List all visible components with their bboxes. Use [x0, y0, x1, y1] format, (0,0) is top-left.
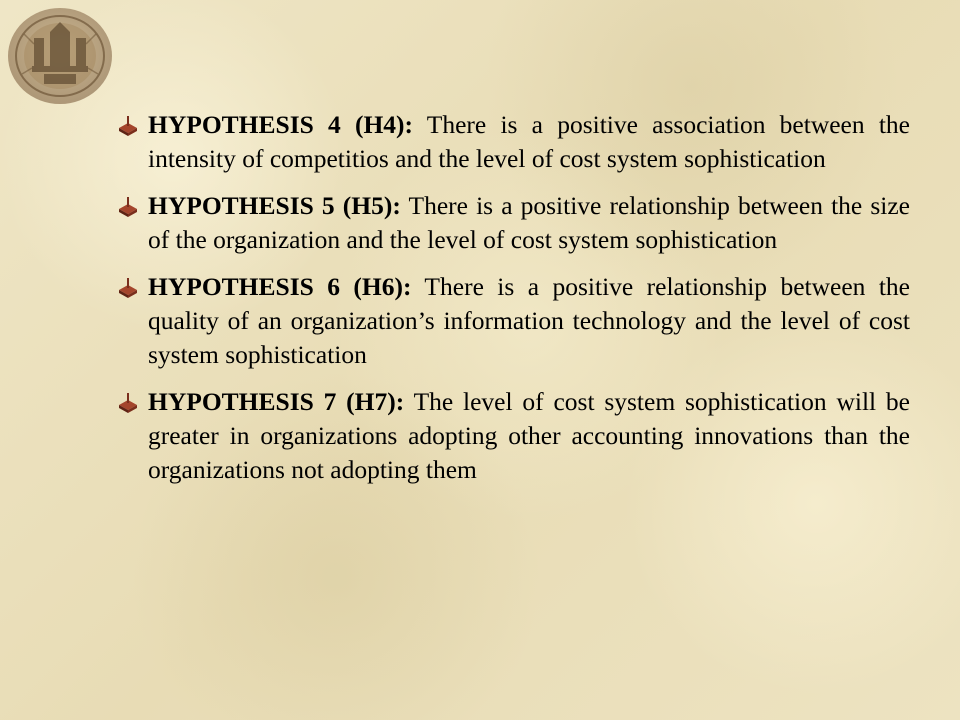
hypothesis-text — [148, 385, 910, 487]
diamond-arrow-bullet-icon — [116, 391, 140, 415]
hypothesis-body: There is a positive relationship between the quality of an organization’s information technology and the level of cost system sophistication — [148, 272, 910, 369]
list-item-h4 — [110, 108, 910, 176]
hypothesis-body: There is a positive relationship between the size of the organization and the level of cost system sophistication — [148, 191, 910, 254]
hypothesis-body: There is a positive association between the intensity of competitios and the level of cost system sophistication — [148, 110, 910, 173]
hypothesis-text — [148, 108, 910, 176]
hypothesis-body: The level of cost system sophistication will be greater in organizations adopting other accounting innovations than the organizations not adopting them — [148, 387, 910, 484]
diamond-arrow-bullet-icon — [116, 195, 140, 219]
hypothesis-label: HYPOTHESIS 5 (H5): — [148, 191, 401, 220]
list-item-h5 — [110, 189, 910, 257]
hypothesis-text — [148, 270, 910, 372]
list-item-h7 — [110, 385, 910, 487]
diamond-arrow-bullet-icon — [116, 114, 140, 138]
hypotheses-list — [110, 108, 910, 500]
hypothesis-label: HYPOTHESIS 6 (H6): — [148, 272, 412, 301]
university-seal-icon — [4, 4, 116, 108]
hypothesis-label: HYPOTHESIS 4 (H4): — [148, 110, 414, 139]
diamond-arrow-bullet-icon — [116, 276, 140, 300]
list-item-h6 — [110, 270, 910, 372]
hypothesis-label: HYPOTHESIS 7 (H7): — [148, 387, 405, 416]
hypothesis-text — [148, 189, 910, 257]
